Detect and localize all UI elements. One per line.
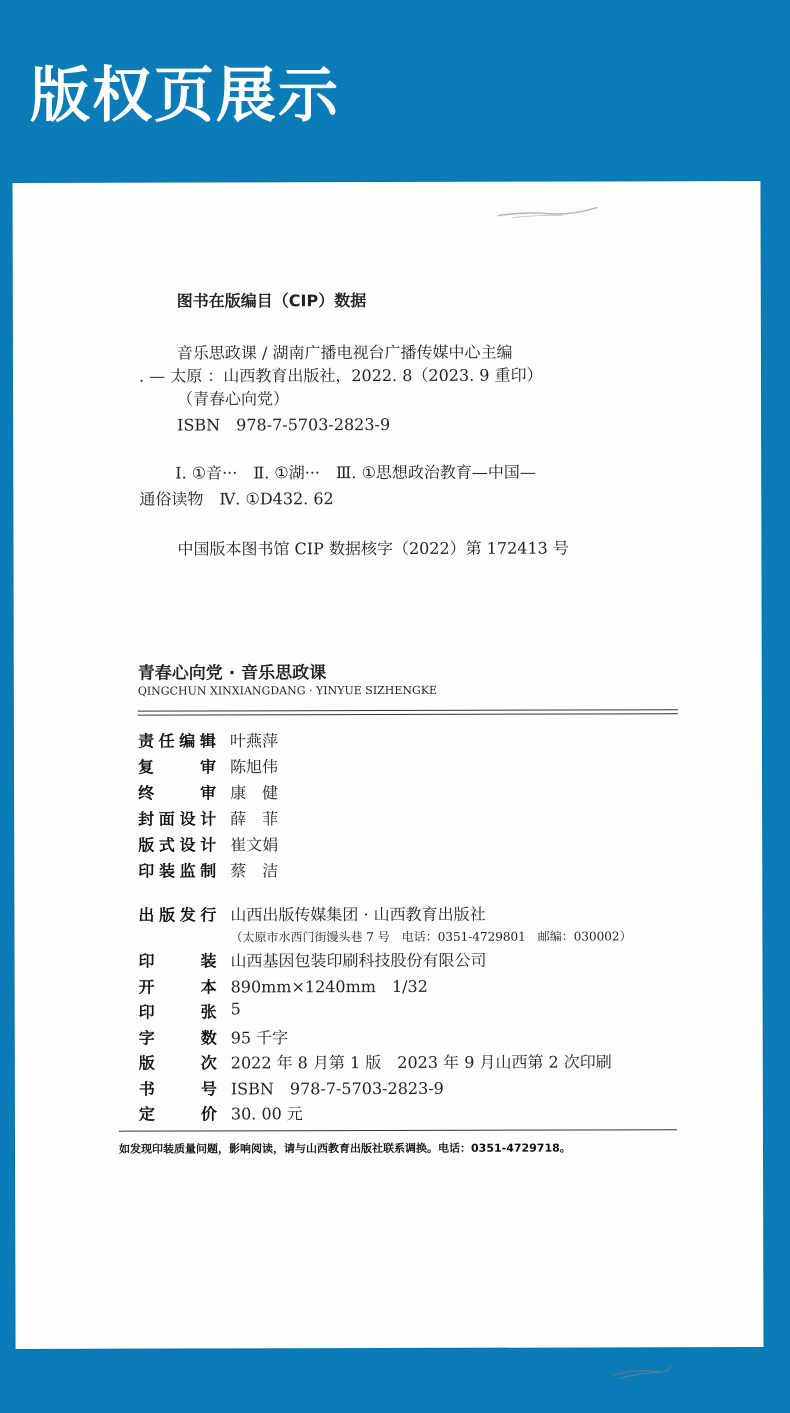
cip-classification: Ⅰ. ①音··· Ⅱ. ①湖··· Ⅲ. ①思想政治教育—中国— [175,462,536,483]
spec-row-value: 95 千字 [230,1027,289,1047]
staff-row-value: 薛 菲 [230,809,279,829]
smudge-mark-bottom [612,1361,672,1381]
divider-double-bottom [138,713,678,715]
spec-row-value: 30. 00 元 [230,1104,303,1124]
book-title: 青春心向党 · 音乐思政课 [137,663,327,684]
cip-line-1: 音乐思政课 / 湖南广播电视台广播传媒中心主编 [176,342,513,363]
publisher-label: 出 版 发 行 [138,905,217,925]
staff-row-value: 崔文娟 [230,835,279,855]
divider-double-top [138,709,678,711]
cip-record-number: 中国版本图书馆 CIP 数据核字（2022）第 172413 号 [177,538,569,559]
spec-row-value: 890mm×1240mm 1/32 [230,976,428,996]
spec-row-value: 2022 年 8 月第 1 版 2023 年 9 月山西第 2 次印刷 [230,1052,612,1073]
spec-row-label: 书 号 [138,1078,217,1099]
divider-footer [119,1129,677,1131]
staff-row-label: 版 式 设 计 [138,835,217,855]
staff-row-label: 复 审 [137,757,217,777]
spec-row-label: 印 装 [138,951,217,971]
staff-row-label: 终 审 [138,783,217,803]
spec-row-value: 5 [230,999,241,1019]
staff-row-value: 叶燕萍 [229,731,278,751]
spec-row-label: 版 次 [138,1053,217,1073]
publisher-address: （太原市水西门街馒头巷 7 号 电话：0351-4729801 邮编：030002） [230,929,632,945]
spec-row-label: 定 价 [138,1104,217,1124]
spec-row-label: 印 张 [138,1002,217,1022]
banner-title: 版权页展示 [30,61,340,131]
copyright-page [12,181,763,1349]
book-title-pinyin: QINGCHUN XINXIANGDANG · YINYUE SIZHENGKE [137,683,438,698]
publisher-value: 山西出版传媒集团 · 山西教育出版社 [230,904,486,925]
quality-notice: 如发现印装质量问题，影响阅读，请与山西教育出版社联系调换。电话：0351-4729718。 [118,1141,571,1156]
spec-row-label: 字 数 [138,1027,217,1048]
spec-row-value: 山西基因包装印刷科技股份有限公司 [230,950,487,971]
spec-row-label: 开 本 [138,976,217,997]
smudge-mark-top [493,201,603,221]
cip-line-3: （青春心向党） [177,389,290,409]
staff-row-label: 责 任 编 辑 [137,731,216,751]
spec-row-value: ISBN 978-7-5703-2823-9 [230,1078,444,1098]
cip-heading: 图书在版编目（CIP）数据 [176,291,367,311]
staff-row-label: 封 面 设 计 [138,809,217,829]
cip-line-2: . — 太原 ：山西教育出版社，2022. 8（2023. 9 重印） [138,365,543,386]
cip-isbn: ISBN 978-7-5703-2823-9 [177,414,391,435]
staff-row-value: 陈旭伟 [229,757,279,777]
staff-row-value: 蔡 洁 [230,861,279,881]
cip-classification-cont: 通俗读物 Ⅳ. ①D432. 62 [139,489,334,509]
staff-row-label: 印 装 监 制 [138,861,217,881]
staff-row-value: 康 健 [230,783,279,803]
